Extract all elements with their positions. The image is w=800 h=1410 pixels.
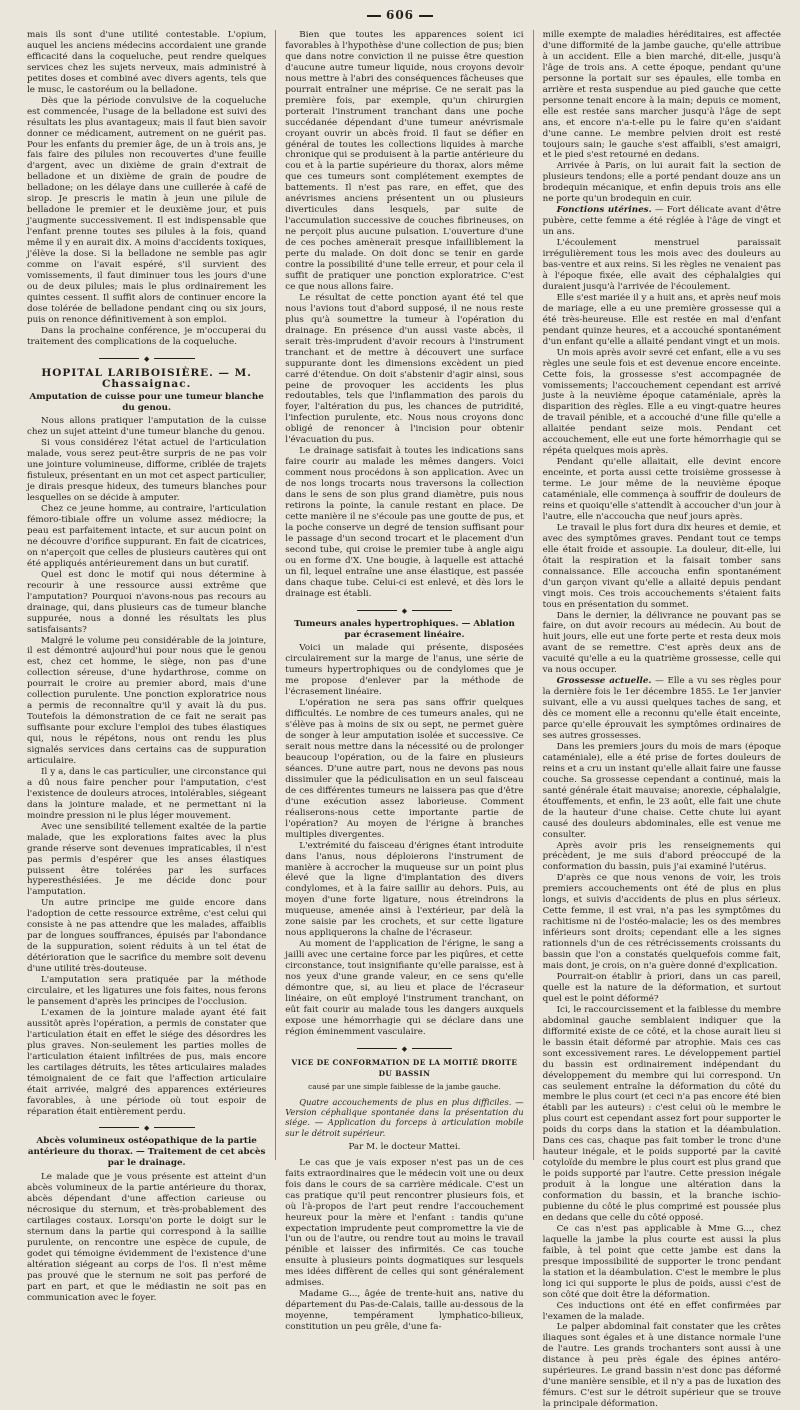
paragraph: Quel est donc le motif qui nous détermine à recourir à une ressource aussi extrême que l'amputation? Pourquoi n'avons-nous pas recours au drainage, qui, dans plusieurs cas de tumeur blanche suppurée, nous a donné les résultats les plus satisfaisants?: [27, 569, 267, 635]
column-2: [275, 30, 532, 1333]
paragraph: L'amputation sera pratiquée par la méthode circulaire, et les ligatures une fois faites, nous ferons le pansement d'après les principes de l'occlusion.: [27, 975, 267, 1007]
paragraph: Voici un malade qui présente, disposées circulairement sur la marge de l'anus, une série de tumeurs hypertrophiques ou de condylomes que je me propose d'enlever par la méthode de l'écrasement linéaire.: [285, 643, 524, 698]
page-number: 606: [385, 8, 415, 22]
paragraph: Le palper abdominal fait constater que les crêtes iliaques sont égales et à une distance normale l'une de l'autre. Les grands trochanters sont aussi à une distance à peu près égale des épines antéro-supérieures. Le grand bassin n'est donc pas déformé d'une manière sensible, et il n'y a pas de luxation des fémurs. C'est sur le détroit supérieur que se trouve la principale déformation.: [542, 1322, 781, 1410]
section-separator: ◆: [27, 1123, 266, 1131]
paragraph: mais ils sont d'une utilité contestable. L'opium, auquel les anciens médecins accordaient une grande efficacité dans la coqueluche, peut rendre quelques services chez les sujets nerveux, mais administré à petites doses et combiné avec divers agents, tels que le musc, le castoréum ou la belladone.: [27, 30, 267, 95]
article-summary: Quatre accouchements de plus en plus difficiles. — Version céphalique spontanée dans la présentation du siége. — Application du forceps à articulation mobile sur le détroit supérieur.: [285, 1096, 524, 1138]
section-separator: ◆: [27, 354, 266, 362]
paragraph: Dans le dernier, la délivrance ne pouvant pas se faire, on dut avoir recours au médecin. Au bout de huit jours, elle eut une forte perte et resta deux mois avant de se remettre. C'est après deux ans de vacuité qu'elle a eu la quatrième grossesse, celle qui va nous occuper.: [542, 610, 781, 676]
article-author: Par M. le docteur Mattei.: [348, 1141, 461, 1152]
paragraph: Dans la prochaine conférence, je m'occuperai du traitement des complications de la coqueluche.: [27, 325, 267, 347]
paragraph: Avec une sensibilité tellement exaltée de la partie malade, que les explorations faites avec la plus grande réserve sont devenues impraticables, il n'est pas permis d'espérer que les anses élastiques puissent être tolérées par les surfaces hyperesthésiées. Je me décide donc pour l'amputation.: [27, 821, 267, 898]
paragraph: D'après ce que nous venons de voir, les trois premiers accouchements ont été de plus en plus longs, et suivis d'accidents de plus en plus sérieux. Cette femme, il est vrai, n'a pas les symptômes du rachitisme ni de l'ostéo-malacie; les os des membres inférieurs sont droits; cependant elle a les signes rationnels d'un de ces rétrécissements croissants du bassin que l'on a constatés quelquefois comme fait, mais dont, je crois, on n'a guère donné d'explication.: [542, 873, 781, 972]
paragraph: Madame G..., âgée de trente-huit ans, native du département du Pas-de-Calais, taille au-dessous de la moyenne, tempérament lymphatico-bilieux, constitution un peu grêle, d'une fa-: [285, 1289, 524, 1333]
header-rule-left: [367, 15, 381, 17]
paragraph: Le cas que je vais exposer n'est pas un de ces faits extraordinaires que le médecin voit une ou deux fois dans le cours de sa carrière médicale. C'est un cas pratique qu'il peut rencontrer plusieurs fois, et où l'à-propos de l'art peut rendre l'accouchement heureux pour la mère et l'enfant : tandis qu'une expectation imprudente peut compromettre la vie de l'un ou de l'autre, ou rendre tout au moins le travail pénible et laisser des infirmités. Ce cas touche ensuite à plusieurs points dogmatiques sur lesquels mes idées diffèrent de celles qui sont généralement admises.: [285, 1157, 524, 1289]
paragraph: Dans les premiers jours du mois de mars (époque cataméniale), elle a été prise de fortes douleurs de reins et a cru un instant qu'elle allait faire une fausse couche. Sa grossesse cependant a continué, mais la santé générale était mauvaise; anorexie, céphalalgie, étouffements, et enfin, le 23 août, elle fait une chute de la hauteur d'une chaise. Cette chute lui ayant causé des douleurs abdominales, elle est venue me consulter.: [542, 741, 781, 840]
paragraph: mille exempte de maladies héréditaires, est affectée d'une difformité de la jambe gauche, qu'elle attribue à un accident. Elle a bien marché, dit-elle, jusqu'à l'âge de trois ans. A cette époque, pendant qu'une personne la portait sur ses épaules, elle tomba en arrière et resta suspendue au pied gauche que cette personne tenait encore à la main; depuis ce moment, elle est restée sans marcher jusqu'à l'âge de sept ans, et encore n'a-t-elle pu le faire qu'en s'aidant d'une canne. Le membre pelvien droit est resté toujours sain; le gauche s'est affaibli, s'est amaigri, et le pied s'est retourné en dedans.: [542, 30, 781, 161]
paragraph: Ces inductions ont été en effet confirmées par l'examen de la malade.: [542, 1300, 781, 1322]
article-title: VICE DE CONFORMATION DE LA MOITIÉ DROITE DU BASSIN: [291, 1057, 518, 1078]
paragraph: Le résultat de cette ponction ayant été tel que nous l'avions tout d'abord supposé, il ne nous reste plus qu'à soumettre la tumeur à l'opération du drainage. En présence d'un aussi vaste abcès, il serait très-imprudent d'avoir recours à l'instrument tranchant et de mettre à découvert une surface suppurante dont les dimensions excèdent un pied carré d'étendue. On doit s'abstenir d'agir ainsi, sous peine de provoquer les accidents les plus redoutables, tels que l'inflammation des parois du foyer, l'altération du pus, les chances de putridité, l'infection purulente, etc. Nous nous croyons donc obligé de renoncer à l'incision pour obtenir l'évacuation du pus.: [285, 292, 524, 446]
paragraph: Au moment de l'application de l'érigne, le sang a jailli avec une certaine force par les piqûres, et cette circonstance, tout insignifiante qu'elle paraisse, est à nos yeux d'une grande valeur, en ce sens qu'elle démontre que, si, au lieu et place de l'écraseur linéaire, on eût employé l'instrument tranchant, on eût fait courir au malade tous les dangers auxquels expose une hémorrhagie qui se déclare dans une région éminemment vasculaire.: [285, 939, 524, 1037]
case-title: Abcès volumineux ostéopathique de la partie antérieure du thorax. — Traitement de cet abcès par le drainage.: [27, 1136, 266, 1169]
paragraph-text: — Elle a vu ses règles pour la dernière fois le 1er décembre 1855. Le 1er janvier suivant, elle a vu aussi quelques taches de sang, et dès ce moment elle a reconnu qu'elle était enceinte, parce qu'elle éprouvait les symptômes ordinaires de ses autres grossesses.: [542, 676, 781, 741]
paragraph: Elle s'est mariée il y a huit ans, et après neuf mois de mariage, elle a eu une première grossesse qui a été très-heureuse. Elle est restée en mal d'enfant pendant quinze heures, et a accouché spontanément d'un enfant qu'elle a allaité pendant vingt et un mois.: [542, 292, 781, 347]
run-in-heading: Grossesse actuelle.: [556, 676, 652, 687]
paragraph: Un autre principe me guide encore dans l'adoption de cette ressource extrême, c'est celui qui consiste à ne pas attendre que les malades, affaiblis par de longues souffrances, épuisés par l'abondance de la suppuration, soient réduits à un tel état de détérioration que le sacrifice du membre soit devenu d'une utilité très-douteuse.: [27, 898, 267, 975]
paragraph: [543, 205, 781, 238]
section-separator: ◆: [285, 606, 523, 614]
header-rule-right: [419, 15, 433, 17]
paragraph: Malgré le volume peu considérable de la jointure, il est démontré aujourd'hui pour nous que le genou est, chez cet homme, le siège, non pas d'une collection séreuse, d'une hydarthrose, comme on pourrait le croire au premier abord, mais d'une collection purulente. Une ponction exploratrice nous a permis de reconnaître qu'il y avait là du pus. Toutefois la démonstration de ce fait ne serait pas suffisante pour exclure l'emploi des tubes élastiques qui, nous le répétons, nous ont rendu les plus signalés services dans certains cas de suppuration articulaire.: [27, 635, 267, 766]
paragraph: Bien que toutes les apparences soient ici favorables à l'hypothèse d'une collection de pus; bien que dans notre conviction il ne puisse être question d'aucune autre tumeur liquide, nous croyons devoir nous mettre à l'abri des conséquences fâcheuses que pourrait entraîner une méprise. Ce ne serait pas la première fois, par exemple, qu'un chirurgien porterait l'instrument tranchant dans une poche succédanée dépendant d'une tumeur anévrismale croyant ouvrir un abcès froid. Il faut se défier en général de toutes les collections liquides à marche chronique qui se produisent à la partie antérieure du cou et à la partie supérieure du thorax, alors même que ces tumeurs sont complétement exemptes de battements. Il n'est pas rare, en effet, que des anévrismes anciens présentent un ou plusieurs diverticules dans lesquels, par suite de l'accumulation successive de couches fibrineuses, on ne perçoit plus aucune pulsation. L'ouverture d'une de ces poches amènerait presque infailliblement la perte du malade. On doit donc se tenir en garde contre la possibilité d'une telle erreur, et pour cela il suffit de pratiquer une ponction exploratrice. C'est ce que nous allons faire.: [285, 30, 524, 292]
case-title: Tumeurs anales hypertrophiques. — Ablation par écrasement linéaire.: [294, 618, 515, 640]
paragraph: Nous allons pratiquer l'amputation de la cuisse chez un sujet atteint d'une tumeur blanche du genou.: [27, 416, 267, 438]
paragraph: L'extrémité du faisceau d'érignes étant introduite dans l'anus, nous déploierons l'instrument de manière à accrocher la muqueuse sur un point plus élevé que la ligne d'implantation des divers condylomes, et à la faire saillir au dehors. Puis, au moyen d'une forte ligature, nous étreindrons la muqueuse, amenée ainsi à l'extérieur, par delà la zone saisie par les crochets, et sur cette ligature nous appliquerons la chaîne de l'écraseur.: [285, 840, 524, 939]
column-1: [18, 30, 275, 1303]
paragraph: L'écoulement menstruel paraissait irrégulièrement tous les mois avec des douleurs au bas-ventre et aux reins. Si les règles ne venaient pas à l'époque fixée, elle avait des céphalalgies qui duraient jusqu'à l'arrivée de l'écoulement.: [542, 238, 781, 292]
paragraph: Le travail le plus fort dura dix heures et demie, et avec des symptômes graves. Pendant tout ce temps elle était froide et assoupie. La douleur, dit-elle, lui ôtait la respiration et la faisait tomber sans connaissance. Elle accoucha enfin spontanément d'un garçon vivant qu'elle a allaité depuis pendant vingt mois. Ces trois accouchements s'étaient faits tous en présentation du sommet.: [542, 522, 781, 610]
case-title: Amputation de cuisse pour une tumeur blanche du genou.: [29, 391, 264, 413]
paragraph: Ici, le raccourcissement et la faiblesse du membre abdominal gauche semblaient indiquer que la difformité existe de ce côté, et la chose aurait lieu si le bassin était déformé par atrophie. Mais ces cas sont excessivement rares. Le développement partiel du bassin est ordinairement indépendant du développement du membre qui lui correspond. Un cas seulement entraîne la déformation du côté du membre le plus court (et ceci n'a pas encore été bien établi par les auteurs) : c'est celui où le membre le plus court est cependant assez fort pour supporter le poids du corps dans la station et la déambulation. Dans ces cas, chaque pas fait tomber le tronc d'une hauteur inégale, et le poids supporté par la cavité cotyloïde du membre le plus court est plus grand que le poids supporté par l'autre. Cette pression inégale produit à la longue une altération dans la conformation du bassin, et la branche ischio-pubienne du côté le plus comprimé est poussée plus en dedans que celle du côté opposé.: [542, 1004, 781, 1223]
paragraph: Le malade que je vous présente est atteint d'un abcès volumineux de la partie antérieure du thorax, abcès dépendant d'une affection carieuse ou nécrosique du sternum, et très-probablement des cartilages costaux. Lorsqu'on porte le doigt sur le sternum dans la partie qui correspond à la saillie purulente, on rencontre une espèce de cupule, de godet qui témoigne évidemment de l'existence d'une altération siégeant au corps de l'os. Il n'est même pas prouvé que le sternum ne soit pas perforé de part en part, et que le médiastin ne soit pas en communication avec le foyer.: [27, 1172, 267, 1303]
article-subtitle: causé par une simple faiblesse de la jambe gauche.: [308, 1081, 501, 1091]
paragraph: Le drainage satisfait à toutes les indications sans faire courir au malade les mêmes dangers. Voici comment nous procédons à son application. Avec un de nos longs trocarts nous traversons la collection dans le sens de son plus grand diamètre, puis nous retirons la pointe, la canule restant en place. De cette manière il ne s'écoule pas une goutte de pus, et la poche conserve un degré de tension suffisant pour le passage d'un second trocart et le placement d'un second tube, qui croise le premier tube à angle aigu ou en forme d'X. Une bougie, à laquelle est attaché un fil, lequel entraîne une anse élastique, est passée dans chaque tube. Celui-ci est enlevé, et dès lors le drainage est établi.: [285, 446, 524, 599]
section-title: HOPITAL LARIBOISIÈRE. — M. Chassaignac.: [41, 366, 252, 390]
paragraph: Arrivée à Paris, on lui aurait fait la section de plusieurs tendons; elle a porté pendant douze ans un brodequin mécanique, et enfin depuis trois ans elle ne porte qu'un brodequin en cuir.: [542, 161, 781, 205]
paragraph: Dès que la période convulsive de la coqueluche est commencée, l'usage de la belladone est suivi des résultats les plus avantageux; mais il faut bien savoir donner ce médicament, autrement on ne guérit pas. Pour les enfants du premier âge, de un à trois ans, je fais faire des pilules non recouvertes d'une feuille d'argent, avec un dixième de grain d'extrait de belladone et un dixième de grain de poudre de belladone; on les délaye dans une cuillerée à café de sirop. Je prescris le matin à jeun une pilule de belladone le premier et le deuxième jour, et puis j'augmente successivement. Il est indispensable que l'enfant prenne toutes ses pilules à la fois, quand même il y en aurait dix. A moins d'accidents toxiques, j'élève la dose. Si la belladone ne semble pas agir comme on l'avait espéré, s'il survient des vomissements, il faut diminuer tous les jours d'une ou de deux pilules; mais le plus ordinairement les quintes cessent. Il suffit alors de continuer encore la dose tolérée de belladone pendant cinq ou six jours, puis on renonce définitivement à son emploi.: [27, 95, 267, 325]
page-header: [0, 8, 800, 22]
paragraph: Pendant qu'elle allaitait, elle devint encore enceinte, et porta aussi cette troisième grossesse à terme. Le jour même de la neuvième époque cataméniale, elle commença à souffrir de douleurs de reins et quoiqu'elle s'attendît à accoucher d'un jour à l'autre, elle n'accoucha que neuf jours après.: [542, 457, 781, 522]
paragraph: Après avoir pris les renseignements qui précèdent, je me suis d'abord préoccupé de la conformation du bassin, puis j'ai examiné l'utérus.: [542, 840, 781, 873]
paragraph: Si vous considérez l'état actuel de l'articulation malade, vous serez peut-être surpris de ne pas voir une jointure volumineuse, difforme, criblée de trajets fistuleux, présentant en un mot cet aspect particulier, je dirais presque hideux, des tumeurs blanches pour lesquelles on se décide à amputer.: [27, 438, 267, 504]
text-columns: [18, 30, 790, 1410]
paragraph-text: — Fort délicate avant d'être pubère, cette femme a été réglée à l'âge de vingt et un ans.: [542, 205, 781, 238]
run-in-heading: Fonctions utérines.: [556, 205, 652, 216]
paragraph: Ce cas n'est pas applicable à Mme G..., chez laquelle la jambe la plus courte est aussi la plus faible, à tel point que cette jambe est dans la presque impossibilité de supporter le tronc pendant la station et la déambulation. C'est le membre le plus long ici qui supporte le plus de poids, aussi c'est de son côté que doit être la déformation.: [542, 1223, 781, 1300]
paragraph: Un mois après avoir sevré cet enfant, elle a vu ses règles une seule fois et est devenue encore enceinte. Cette fois, la grossesse s'est accompagnée de vomissements; l'accouchement cependant est arrivé juste à la neuvième époque cataméniale, après la disparition des règles. Elle a eu vingt-quatre heures de travail pénible, et a accouché d'une fille qu'elle a allaitée pendant seize mois. Pendant cet accouchement, elle eut une forte hémorrhagie qui se répéta quelques mois après.: [542, 347, 781, 457]
paragraph: L'opération ne sera pas sans offrir quelques difficultés. Le nombre de ces tumeurs anales, qui ne s'élève pas à moins de six ou sept, ne permet guère de songer à leur amputation isolée et successive. Ce serait nous mettre dans la nécessité ou de prolonger beaucoup l'opération, ou de la faire en plusieurs séances. D'une autre part, nous ne devons pas nous dissimuler que la pédiculisation en un seul faisceau de ces différentes tumeurs ne laissera pas que d'être d'une exécution assez laborieuse. Comment réaliserons-nous cette importante partie de l'opération? Au moyen de l'érigne à branches multiples divergentes.: [285, 698, 524, 840]
paragraph: L'examen de la jointure malade ayant été fait aussitôt après l'opération, a permis de constater que l'articulation était en effet le siége des désordres les plus graves. Non-seulement les parties molles de l'articulation étaient infiltrées de pus, mais encore les cartilages détruits, les têtes articulaires malades témoignaient de ce fait que l'affection articulaire était arrivée, malgré des apparences extérieures favorables, à une période où tout espoir de réparation était entièrement perdu.: [27, 1007, 267, 1117]
paragraph: Chez ce jeune homme, au contraire, l'articulation fémoro-tibiale offre un volume assez médiocre; la peau est parfaitement intacte, et sur aucun point on ne découvre d'orifice suppurant. En fait de cicatrices, on n'aperçoit que celles de plusieurs cautères qui ont été appliqués antérieurement dans un but curatif.: [27, 504, 267, 569]
paragraph: [543, 676, 781, 742]
section-separator: ◆: [285, 1044, 523, 1052]
paragraph: Pourrait-on établir à priori, dans un cas pareil, quelle est la nature de la déformation, et surtout quel est le point déformé?: [542, 971, 781, 1004]
column-3: [533, 30, 790, 1410]
paragraph: Il y a, dans le cas particulier, une circonstance qui a dû nous faire pencher pour l'amputation, c'est l'existence de douleurs atroces, intolérables, siégeant dans la jointure malade, et ne permettant ni la moindre pression ni le plus léger mouvement.: [27, 766, 267, 821]
